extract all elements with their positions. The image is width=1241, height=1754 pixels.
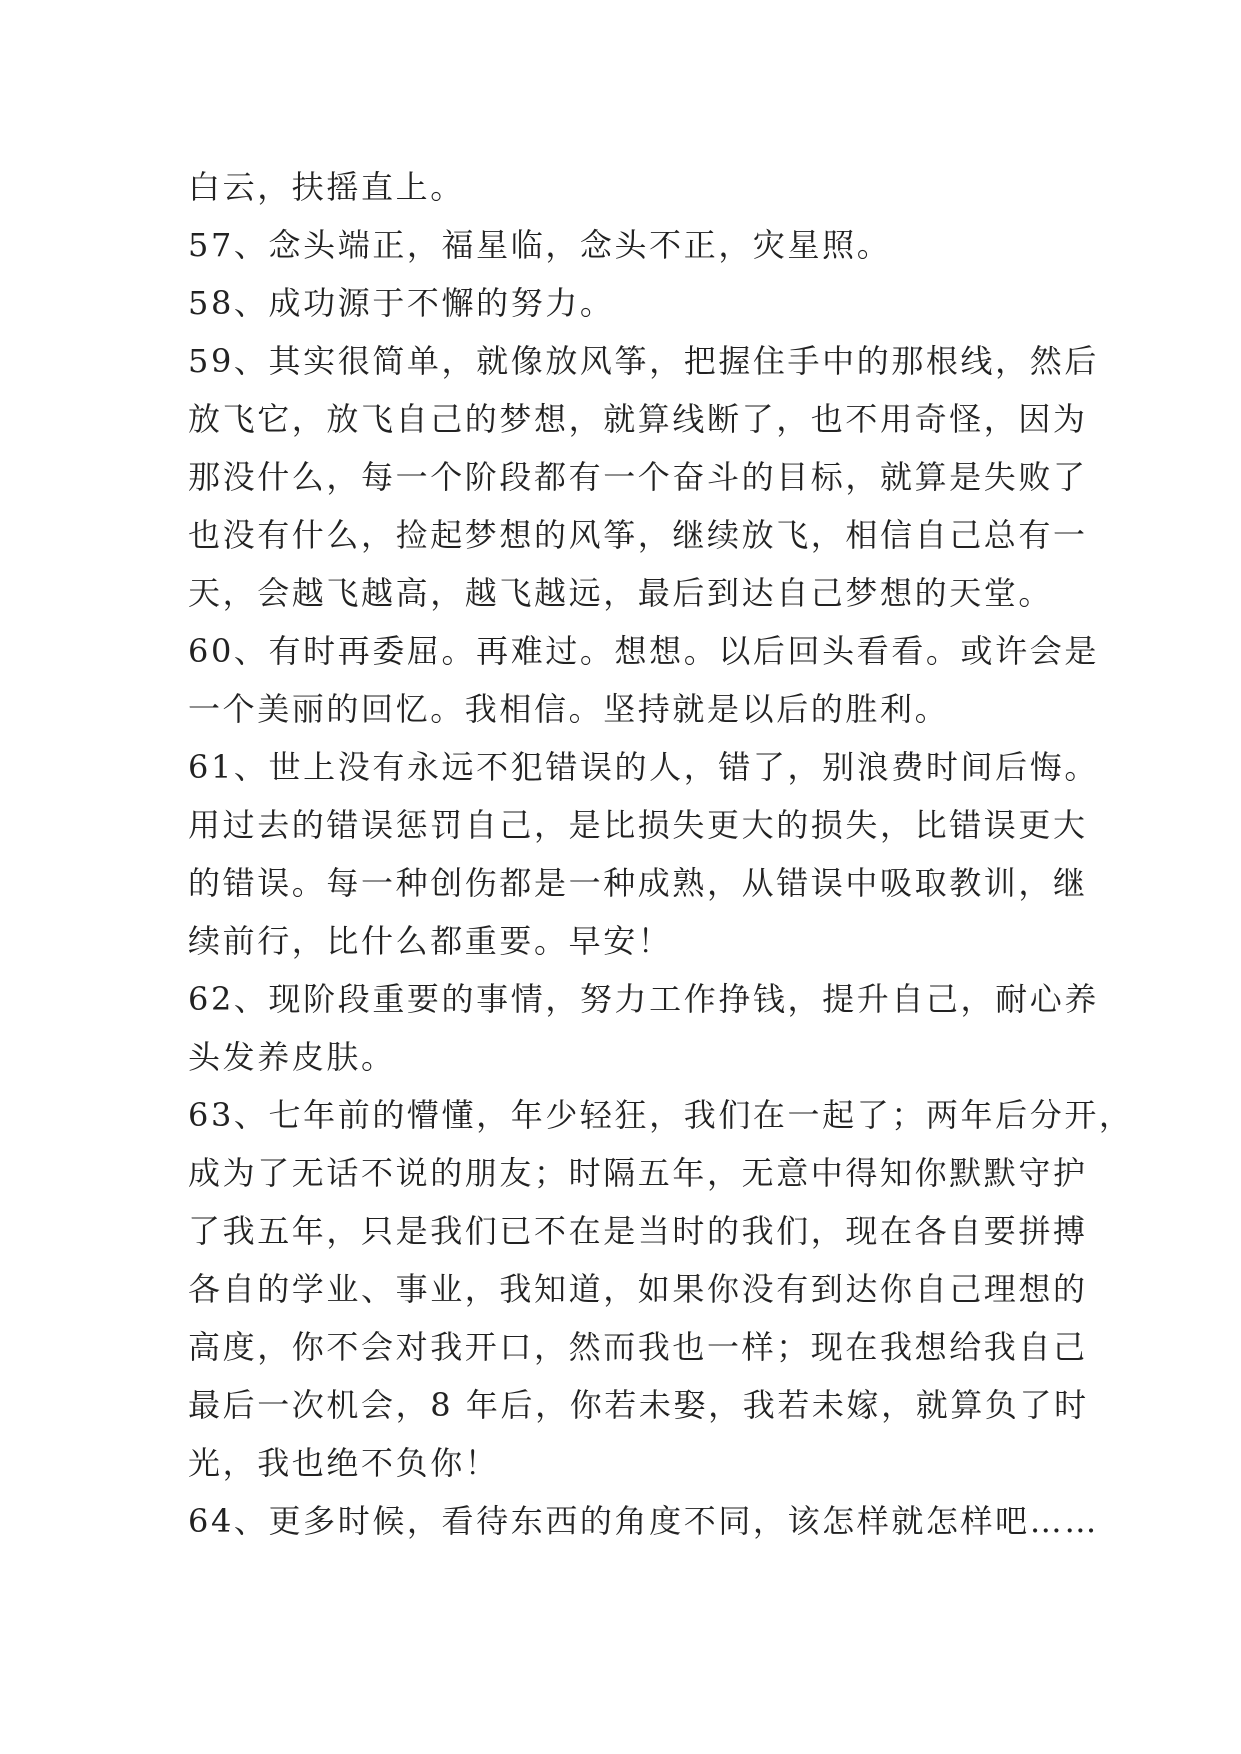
- text-line: 63、七年前的懵懂，年少轻狂，我们在一起了；两年后分开，: [188, 1096, 1134, 1134]
- text-line: 62、现阶段重要的事情，努力工作挣钱，提升自己，耐心养: [188, 980, 1099, 1018]
- text-line: 各自的学业、事业，我知道，如果你没有到达你自己理想的: [188, 1270, 1088, 1308]
- text-line: 那没什么，每一个阶段都有一个奋斗的目标，就算是失败了: [188, 458, 1088, 496]
- text-line: 放飞它，放飞自己的梦想，就算线断了，也不用奇怪，因为: [188, 400, 1088, 438]
- text-line: 成为了无话不说的朋友；时隔五年，无意中得知你默默守护: [188, 1154, 1088, 1192]
- document-body: [188, 158, 1134, 1550]
- text-line: 光，我也绝不负你！: [188, 1444, 500, 1482]
- text-line: 64、更多时候，看待东西的角度不同，该怎样就怎样吧……: [188, 1502, 1099, 1540]
- text-line: 用过去的错误惩罚自己，是比损失更大的损失，比错误更大: [188, 806, 1088, 844]
- text-line: 续前行，比什么都重要。早安！: [188, 922, 673, 960]
- text-line: 也没有什么，捡起梦想的风筝，继续放飞，相信自己总有一: [188, 516, 1088, 554]
- text-line: 61、世上没有永远不犯错误的人，错了，别浪费时间后悔。: [188, 748, 1099, 786]
- text-line: 天，会越飞越高，越飞越远，最后到达自己梦想的天堂。: [188, 574, 1054, 612]
- text-line: 的错误。每一种创伤都是一种成熟，从错误中吸取教训，继: [188, 864, 1088, 902]
- text-line: 一个美丽的回忆。我相信。坚持就是以后的胜利。: [188, 690, 950, 728]
- text-line: 最后一次机会，8 年后，你若未娶，我若未嫁，就算负了时: [188, 1386, 1089, 1424]
- text-line: 头发养皮肤。: [188, 1038, 396, 1076]
- text-line: 59、其实很简单，就像放风筝，把握住手中的那根线，然后: [188, 342, 1099, 380]
- text-line: 了我五年，只是我们已不在是当时的我们，现在各自要拼搏: [188, 1212, 1088, 1250]
- text-line: 60、有时再委屈。再难过。想想。以后回头看看。或许会是: [188, 632, 1099, 670]
- text-line: 57、念头端正，福星临，念头不正，灾星照。: [188, 226, 892, 264]
- text-line: 白云，扶摇直上。: [188, 168, 465, 206]
- text-line: 58、成功源于不懈的努力。: [188, 284, 615, 322]
- text-line: 高度，你不会对我开口，然而我也一样；现在我想给我自己: [188, 1328, 1088, 1366]
